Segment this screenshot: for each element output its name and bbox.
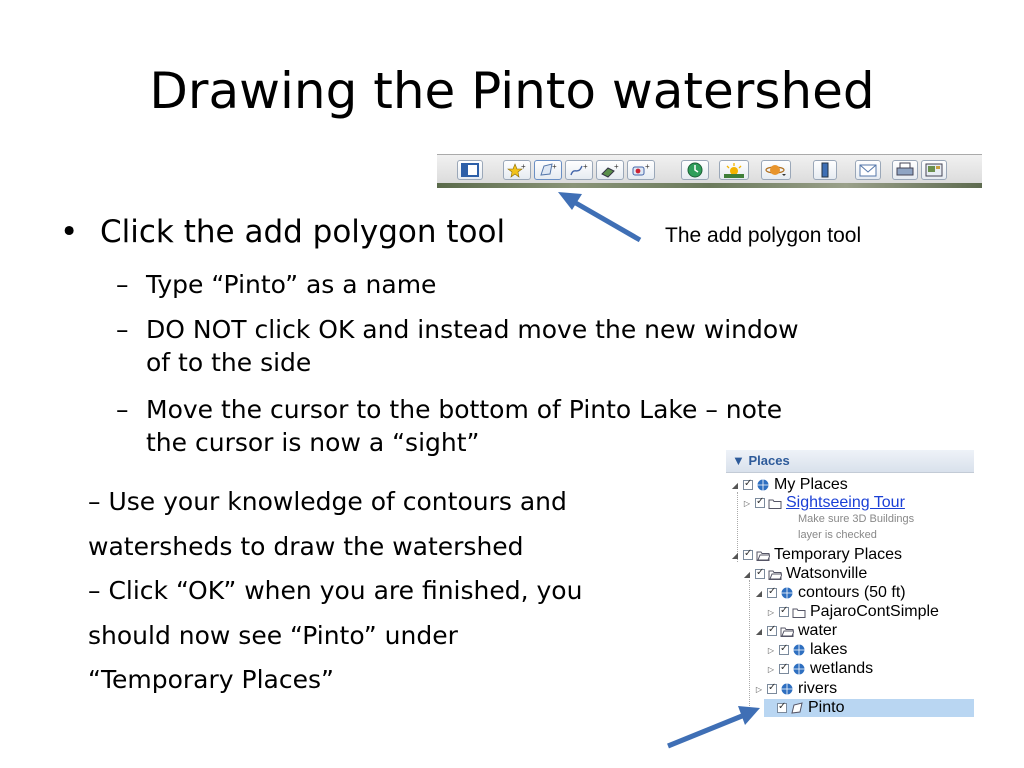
collapsed-icon[interactable]: ▷ — [755, 684, 763, 694]
collapsed-icon[interactable]: ▷ — [767, 664, 775, 674]
paragraph-line: should now see “Pinto” under — [88, 620, 458, 650]
collapsed-icon[interactable]: ▷ — [767, 607, 775, 617]
places-header[interactable]: ▼ Places — [726, 450, 974, 473]
sub-dash: – — [116, 315, 129, 344]
sub-item-text: DO NOT click OK and instead move the new window — [146, 315, 799, 344]
sub-item-text: of to the side — [146, 348, 312, 377]
sub-dash: – — [116, 270, 129, 299]
tree-link[interactable]: Sightseeing Tour — [786, 494, 905, 511]
tree-label: wetlands — [810, 660, 874, 677]
sub-item-text: the cursor is now a “sight” — [146, 428, 480, 457]
collapsed-icon[interactable]: ▷ — [767, 645, 775, 655]
svg-text:+: + — [583, 162, 588, 171]
bullet-dot: • — [60, 214, 79, 250]
tree-label: My Places — [774, 476, 848, 493]
paragraph-line: “Temporary Places” — [88, 665, 334, 694]
expanded-icon[interactable]: ◢ — [755, 626, 763, 636]
sub-item-text: Move the cursor to the bottom of Pinto Lake – note — [146, 395, 783, 424]
svg-text:+: + — [552, 162, 557, 171]
expanded-icon[interactable]: ◢ — [743, 569, 751, 579]
tree-label: water — [798, 622, 838, 639]
sub-item-text: Type “Pinto” as a name — [146, 270, 437, 299]
note-line: Make sure 3D Buildings — [798, 513, 915, 525]
tree-label: Temporary Places — [774, 546, 903, 563]
tree-label: contours (50 ft) — [798, 584, 906, 601]
note-line: layer is checked — [798, 529, 877, 541]
paragraph-line: – Use your knowledge of contours and — [88, 487, 567, 516]
places-header-label: Places — [748, 453, 790, 468]
tree-label: Watsonville — [786, 565, 868, 582]
tree-label: PajaroContSimple — [810, 603, 939, 620]
svg-text:+: + — [521, 162, 526, 171]
tree-label: rivers — [798, 680, 838, 697]
svg-text:+: + — [645, 162, 650, 171]
expanded-icon[interactable]: ◢ — [755, 588, 763, 598]
polygon-tool-callout: The add polygon tool — [665, 224, 862, 247]
slide-title: Drawing the Pinto watershed — [149, 62, 875, 120]
expanded-icon[interactable]: ◢ — [731, 480, 739, 490]
paragraph-line: watersheds to draw the watershed — [88, 531, 524, 561]
tree-label: Pinto — [808, 699, 845, 716]
bullet-main-text: Click the add polygon tool — [100, 214, 506, 250]
collapsed-icon[interactable]: ▷ — [743, 498, 751, 508]
sub-dash: – — [116, 395, 129, 424]
svg-text:+: + — [614, 162, 619, 171]
paragraph-line: – Click “OK” when you are finished, you — [88, 576, 583, 605]
tree-label: lakes — [810, 641, 848, 658]
expanded-icon[interactable]: ◢ — [731, 550, 739, 560]
